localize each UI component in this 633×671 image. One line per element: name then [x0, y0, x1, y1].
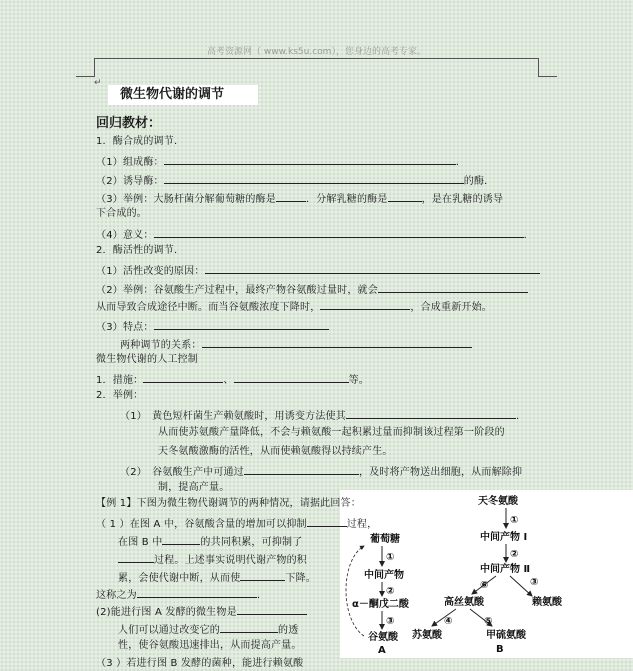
node-b-threonine: 苏氨酸	[412, 630, 442, 641]
text-line: 2．酶活性的调节．	[96, 245, 185, 256]
node-a-glucose: 葡萄糖	[370, 534, 400, 545]
text-line: 从而导致合成途径中断。而当谷氨酸浓度下降时， ，合成重新开始。	[96, 298, 492, 315]
text-line: 1．酶合成的调节．	[96, 136, 185, 147]
step-a-3: ③	[386, 616, 395, 627]
text-line: （2）举例：谷氨酸生产过程中，最终产物谷氨酸过量时，就会	[96, 281, 528, 298]
text-line: 1．措施： 、 等。	[96, 371, 369, 388]
text-line: (2)能进行图 A 发酵的微生物是	[96, 603, 307, 620]
text-line: 天冬氨酸激酶的活性，从而使赖氨酸得以持续产生。	[158, 446, 393, 457]
corner-mark-top-right	[538, 58, 557, 77]
text-line: （2）诱导酶： 的酶．	[96, 172, 494, 189]
page-header-watermark: 高考资源网（ www.ks5u.com），您身边的高考专家。	[207, 47, 426, 57]
header-rule	[94, 58, 538, 59]
node-b-lysine: 赖氨酸	[532, 597, 562, 608]
text-line: 微生物代谢的人工控制	[96, 354, 198, 365]
node-a-glutamate: 谷氨酸	[368, 632, 398, 643]
step-a-1: ①	[386, 552, 395, 563]
node-b-methionine: 甲硫氨酸	[486, 630, 526, 641]
node-a-intermediate: 中间产物	[364, 570, 404, 581]
text-line: （1） 黄色短杆菌生产赖氨酸时，用诱变方法使其 .	[120, 407, 519, 424]
page-title: 微生物代谢的调节	[120, 87, 225, 102]
paragraph-mark: ↵	[94, 78, 102, 88]
node-b-intermediate-2: 中间产物 Ⅱ	[480, 564, 531, 575]
text-line: 在图 B 中 的共同积累，可抑制了	[118, 533, 302, 550]
text-line: 【例 1】下图为微生物代谢调节的两种情况，请据此回答：	[96, 498, 361, 509]
step-b-6: ⑥	[480, 580, 489, 591]
text-line: （ 1 ）在图 A 中，谷氨酸含量的增加可以抑制 过程，	[96, 515, 377, 532]
label-a: A	[378, 645, 386, 656]
text-line: 制，提高产量。	[158, 482, 230, 493]
text-line: （1）组成酶： .	[96, 153, 459, 170]
step-b-1: ①	[510, 515, 519, 526]
metabolic-regulation-diagram	[340, 490, 633, 658]
text-line: 性，使谷氨酸迅速排出，从而提高产量。	[118, 640, 302, 651]
node-b-aspartate: 天冬氨酸	[478, 496, 518, 507]
text-line: 下合成的。	[96, 208, 147, 219]
text-line: （2） 谷氨酸生产中可通过 ，及时将产物送出细胞，从而解除抑	[120, 463, 522, 480]
text-line: 2．举例：	[96, 390, 144, 401]
step-b-5: ⑤	[484, 616, 493, 627]
text-line: 两种调节的关系：	[120, 336, 472, 353]
node-b-homoserine: 高丝氨酸	[444, 597, 484, 608]
text-line: 从而使苏氨酸产量降低，不会与赖氨酸一起积累过量而抑制该过程第一阶段的	[158, 427, 505, 438]
step-b-2: ②	[510, 549, 519, 560]
section-heading: 回归教材：	[96, 116, 162, 131]
step-b-4: ④	[444, 616, 453, 627]
text-line: （4）意义： .	[96, 226, 527, 243]
node-b-intermediate-1: 中间产物 Ⅰ	[480, 532, 528, 543]
text-line: （3）举例：大肠杆菌分解葡萄糖的酶是 ．分解乳糖的酶是 ，是在乳糖的诱导	[96, 190, 503, 207]
text-line: 过程。上述事实说明代谢产物的积	[118, 551, 307, 568]
text-line: （3）特点：	[96, 318, 329, 335]
text-line: （3 ）若进行图 B 发酵的菌种，能进行赖氨酸	[96, 658, 304, 669]
text-line: （1）活性改变的原因：	[96, 262, 540, 279]
node-a-ketoglutarate: α－酮戊二酸	[352, 599, 409, 610]
step-b-3: ③	[530, 577, 539, 588]
text-line: 累，会使代谢中断，从而使 下降。	[118, 569, 316, 586]
text-line: 人们可以通过改变它的 的透	[118, 621, 298, 638]
corner-mark-top-left	[76, 58, 95, 77]
label-b: B	[496, 644, 504, 655]
step-a-2: ②	[386, 586, 395, 597]
text-line: 这称之为 .	[96, 586, 260, 603]
